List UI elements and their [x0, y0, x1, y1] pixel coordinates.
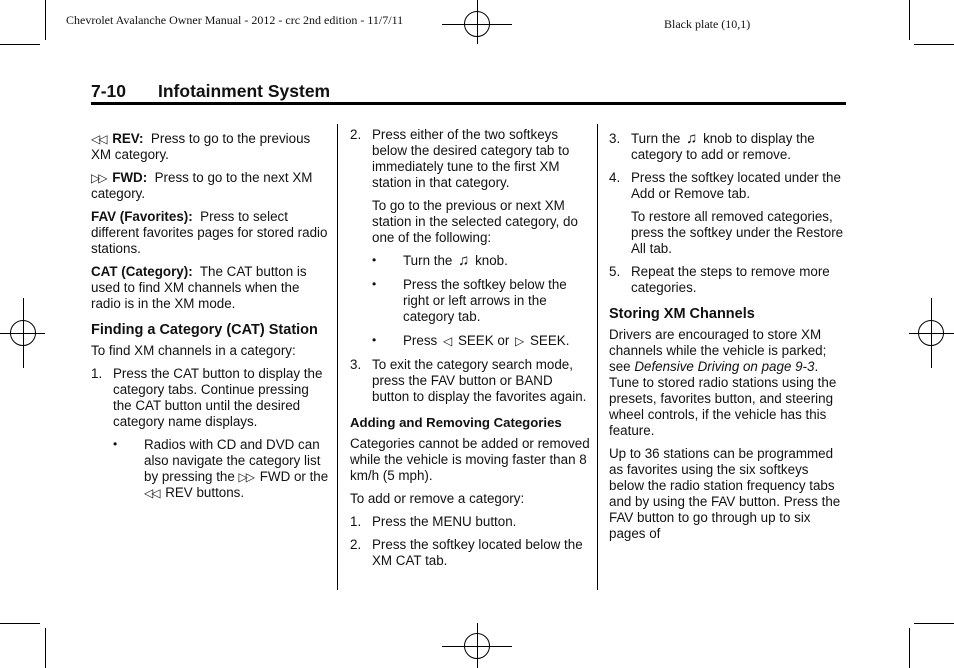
paragraph: Up to 36 stations can be programmed as favorites using the six softkeys below the radio station frequency tabs and by using the FAV button. Press the FAV button to go through up to six pages of: [609, 446, 841, 541]
crop-mark: [45, 0, 46, 40]
bullet-text: Press: [403, 333, 438, 348]
registration-mark-top: [442, 24, 512, 25]
list-item: [350, 357, 590, 405]
column-1: [91, 131, 331, 509]
rev-label: REV:: [112, 131, 144, 146]
list-text: knob to display the category to add or remove.: [631, 131, 815, 162]
music-note-icon: ♫: [458, 252, 470, 269]
crop-mark: [914, 44, 954, 45]
list-text: Press the MENU button.: [372, 514, 517, 529]
rev-text: Press to go to the previous XM category.: [91, 131, 311, 162]
list-subparagraph: To go to the previous or next XM station in the selected category, do one of the following:: [372, 198, 578, 245]
column-divider: [337, 124, 338, 590]
bullet-icon: •: [113, 437, 118, 451]
crop-mark: [0, 623, 40, 624]
fast-forward-double-arrow-icon: ▷▷: [91, 171, 106, 185]
registration-mark-top: [477, 0, 478, 44]
paragraph: To add or remove a category:: [350, 491, 525, 506]
list-number: 5.: [609, 264, 621, 279]
list-number: 1.: [350, 514, 362, 529]
seek-back-icon: ◁: [442, 334, 453, 348]
registration-mark-right: [909, 333, 954, 334]
section-title: [91, 81, 330, 102]
section-name: Infotainment System: [158, 81, 331, 101]
cat-text: The CAT button is used to find XM channels when the radio is in the XM mode.: [91, 264, 307, 311]
finding-category-heading: Finding a Category (CAT) Station: [91, 322, 318, 338]
title-rule: [91, 102, 846, 105]
find-intro: To find XM channels in a category:: [91, 343, 296, 358]
list-text: Press the softkey located below the XM CAT tab.: [372, 537, 583, 568]
bullet-icon: •: [372, 253, 377, 267]
list-text: Press the softkey located under the Add or Remove tab.: [631, 170, 841, 201]
list-text: Press either of the two softkeys below the desired category tab to immediately tune to the first XM station in that category.: [372, 127, 570, 190]
paragraph: Categories cannot be added or removed while the vehicle is moving faster than 8 km/h (5 mph).: [350, 436, 590, 483]
column-3: [609, 131, 846, 549]
bullet-text: SEEK.: [530, 333, 570, 348]
list-number: 2.: [350, 127, 362, 142]
cross-reference-link[interactable]: Defensive Driving on page 9-3: [634, 359, 815, 374]
column-2: [350, 127, 590, 576]
list-item: [609, 170, 846, 202]
storing-xm-heading: Storing XM Channels: [609, 306, 755, 322]
bullet-text: Turn the: [403, 253, 453, 268]
bullet-item: [350, 333, 590, 349]
crop-mark: [909, 0, 910, 40]
fav-text: Press to select different favorites pages for stored radio stations.: [91, 209, 328, 256]
fast-forward-double-arrow-icon: ▷▷: [238, 470, 254, 484]
print-header-left: Chevrolet Avalanche Owner Manual - 2012 - crc 2nd edition - 11/7/11: [66, 13, 404, 27]
list-number: 4.: [609, 170, 621, 185]
list-item: [609, 131, 846, 163]
bullet-icon: •: [372, 333, 377, 347]
cat-description: [91, 264, 331, 312]
fav-description: [91, 209, 331, 257]
list-number: 3.: [609, 131, 621, 146]
section-number: 7-10: [91, 81, 127, 101]
bullet-text: SEEK or: [457, 333, 510, 348]
paragraph-text: Drivers are encouraged to store XM channels while the vehicle is parked; see: [609, 327, 827, 374]
list-text: Repeat the steps to remove more categories.: [631, 264, 830, 295]
bullet-item: [113, 437, 331, 501]
list-item: [350, 127, 590, 191]
bullet-item: [350, 277, 590, 325]
column-divider: [597, 124, 598, 590]
seek-forward-icon: ▷: [515, 334, 525, 348]
fwd-description: [91, 170, 331, 202]
list-item: [609, 264, 846, 296]
paragraph: [609, 327, 846, 439]
crop-mark: [0, 44, 40, 45]
bullet-text: Radios with CD and DVD can also navigate the category list by pressing the: [144, 437, 321, 484]
list-item: [350, 537, 590, 569]
fwd-label: FWD:: [112, 170, 148, 185]
list-number: 2.: [350, 537, 362, 552]
paragraph-text: . Tune to stored radio stations using the presets, favorites button, and steering wheel controls, if the vehicle has this feature.: [609, 359, 837, 438]
bullet-text: knob.: [475, 253, 508, 268]
bullet-text: Press the softkey below the right or left arrows in the category tab.: [403, 277, 567, 324]
list-text: To exit the category search mode, press the FAV button or BAND button to display the favorites again.: [372, 357, 587, 404]
bullet-icon: •: [372, 277, 377, 291]
crop-mark: [45, 628, 46, 668]
list-number: 3.: [350, 357, 362, 372]
registration-mark-left: [0, 333, 45, 334]
fwd-text: Press to go to the next XM category.: [91, 170, 313, 201]
list-item: [91, 366, 331, 430]
crop-mark: [909, 628, 910, 668]
adding-removing-heading: Adding and Removing Categories: [350, 415, 562, 430]
list-item: [350, 514, 590, 530]
list-text: Press the CAT button to display the category tabs. Continue pressing the CAT button until the desired category name displays.: [113, 366, 323, 429]
print-header-right: Black plate (10,1): [664, 17, 751, 31]
fav-label: FAV (Favorites):: [91, 209, 193, 224]
bullet-text: REV buttons.: [165, 485, 245, 500]
list-number: 1.: [91, 366, 103, 381]
music-note-icon: ♫: [686, 130, 698, 147]
list-subparagraph: To restore all removed categories, press the softkey under the Restore All tab.: [631, 209, 844, 256]
crop-mark: [914, 623, 954, 624]
cat-label: CAT (Category):: [91, 264, 193, 279]
list-text: Turn the: [631, 131, 681, 146]
rev-description: [91, 131, 331, 163]
registration-mark-bottom: [442, 646, 512, 647]
rewind-double-arrow-icon: ◁◁: [91, 132, 106, 146]
rewind-double-arrow-icon: ◁◁: [144, 486, 159, 500]
bullet-item: [350, 253, 590, 269]
bullet-text: FWD or the: [259, 469, 329, 484]
